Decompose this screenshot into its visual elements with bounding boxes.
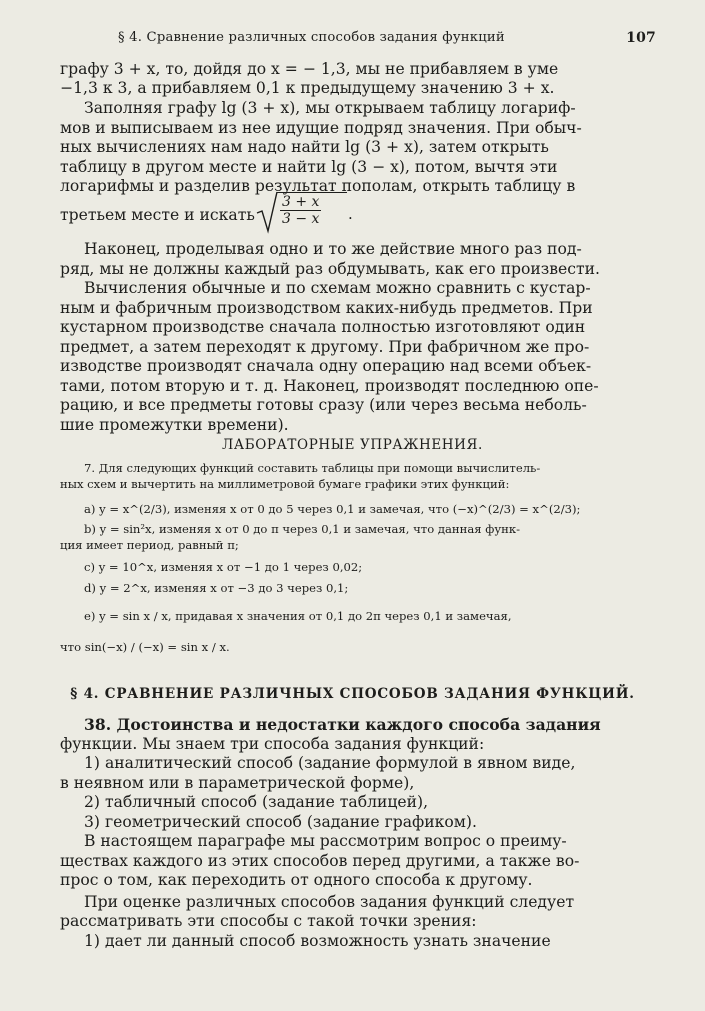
text-line: ряд, мы не должны каждый раз обдумывать, как его произвести. [60, 260, 600, 278]
text-line: мов и выписываем из нее идущие подряд значения. При обыч- [60, 119, 582, 137]
text-line: рацию, и все предметы готовы сразу (или через весьма неболь- [60, 396, 587, 414]
section-title: § 4. СРАВНЕНИЕ РАЗЛИЧНЫХ СПОСОБОВ ЗАДАНИЯ ФУНКЦИЙ. [70, 686, 635, 702]
page-number: 107 [626, 30, 656, 46]
radical-fraction [280, 194, 321, 227]
text-line: Наконец, проделывая одно и то же действие много раз под- [84, 240, 582, 258]
text-line: −1,3 к 3, а прибавляем 0,1 к предыдущему значению 3 + x. [60, 79, 555, 97]
text-line: ществах каждого из этих способов перед другими, а также во- [60, 852, 580, 870]
exercise-item-e-cont: что sin(−x) / (−x) = sin x / x. [60, 640, 230, 654]
text-line: ных вычислениях нам надо найти lg (3 + x), затем открыть [60, 138, 549, 156]
header-title: § 4. Сравнение различных способов задания функций [118, 30, 505, 45]
exercise-intro-line: ных схем и вычертить на миллиметровой бумаге графики этих функций: [60, 477, 510, 491]
method-item: 3) геометрический способ (задание графиком). [84, 813, 477, 831]
square-root-formula [256, 191, 356, 231]
exercise-item-b-cont: ция имеет период, равный π; [60, 538, 239, 552]
text-line: таблицу в другом месте и найти lg (3 − x), потом, вычтя эти [60, 158, 558, 176]
text-line: прос о том, как переходить от одного способа к другому. [60, 871, 533, 889]
text-line: функции. Мы знаем три способа задания функций: [60, 735, 485, 753]
text-line: логарифмы и разделив результат пополам, открыть таблицу в [60, 177, 576, 195]
text-line: ным и фабричным производством каких-нибудь предметов. При [60, 299, 593, 317]
text-line: изводстве производят сначала одну операцию над всеми объек- [60, 357, 592, 375]
running-header [60, 30, 656, 54]
text-line: рассматривать эти способы с такой точки зрения: [60, 912, 477, 930]
exercise-item-c: c) y = 10^x, изменяя x от −1 до 1 через 0,02; [84, 560, 363, 574]
text-line: Заполняя графу lg (3 + x), мы открываем таблицу логариф- [84, 99, 576, 117]
fraction-numerator: 3 + x [282, 194, 320, 210]
text-line: При оценке различных способов задания функций следует [84, 893, 575, 911]
exercise-intro-line: 7. Для следующих функций составить таблицы при помощи вычислитель- [84, 461, 541, 475]
text-line: Вычисления обычные и по схемам можно сравнить с кустар- [84, 279, 591, 297]
lab-exercises-title: ЛАБОРАТОРНЫЕ УПРАЖНЕНИЯ. [222, 437, 483, 453]
radical-sign [256, 191, 278, 235]
exercise-item-b: b) y = sin²x, изменяя x от 0 до π через 0,1 и замечая, что данная функ- [84, 522, 521, 536]
fraction-denominator: 3 − x [282, 211, 320, 227]
exercise-item-d: d) y = 2^x, изменяя x от −3 до 3 через 0,1; [84, 581, 349, 595]
exercise-item-e: e) y = sin x / x, придавая x значения от 0,1 до 2π через 0,1 и замечая, [84, 609, 512, 623]
exercise-item-a: a) y = x^(2/3), изменяя x от 0 до 5 через 0,1 и замечая, что (−x)^(2/3) = x^(2/3); [84, 502, 581, 516]
text-line: 1) дает ли данный способ возможность узнать значение [84, 932, 551, 950]
method-item: 2) табличный способ (задание таблицей), [84, 793, 429, 811]
subsection-heading: 38. Достоинства и недостатки каждого способа задания [84, 715, 601, 734]
text-line: предмет, а затем переходят к другому. При фабричном же про- [60, 338, 590, 356]
text-line: кустарном производстве сначала полностью изготовляют один [60, 318, 586, 336]
text-line: третьем месте и искать [60, 206, 255, 224]
method-item-cont: в неявном или в параметрической форме), [60, 774, 415, 792]
text-line: В настоящем параграфе мы рассмотрим вопрос о преиму- [84, 832, 567, 850]
text-line: тами, потом вторую и т. д. Наконец, производят последнюю опе- [60, 377, 599, 395]
formula-period: . [348, 205, 353, 223]
text-line: шие промежутки времени). [60, 416, 289, 434]
method-item: 1) аналитический способ (задание формулой в явном виде, [84, 754, 576, 772]
text-line: графу 3 + x, то, дойдя до x = − 1,3, мы не прибавляем в уме [60, 60, 559, 78]
